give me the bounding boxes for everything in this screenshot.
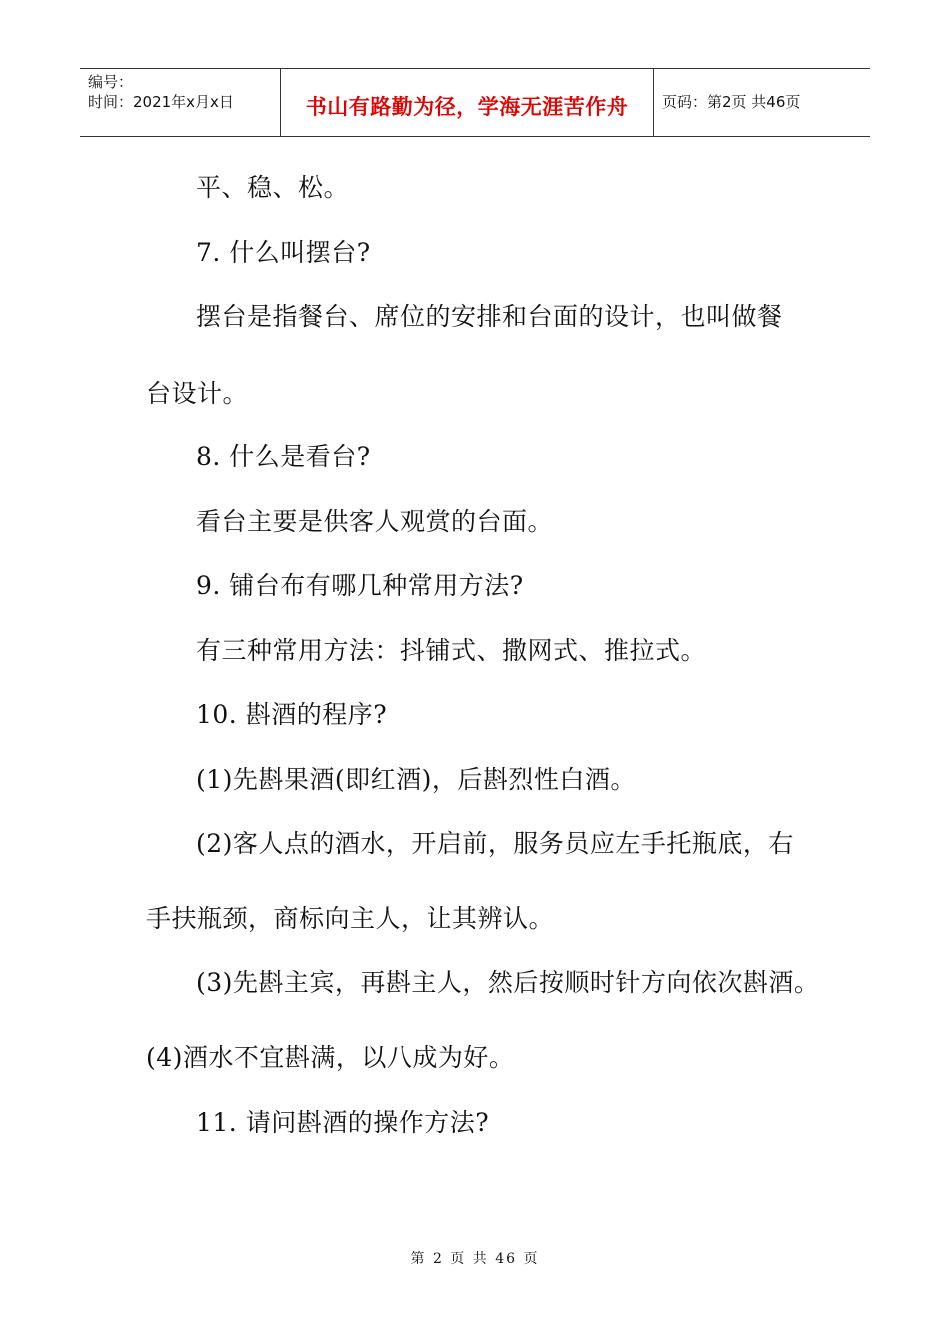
question-heading: 10. 斟酒的程序?	[196, 700, 388, 729]
page-footer: 第 2 页 共 46 页	[410, 1251, 540, 1267]
header-motto: 书山有路勤为径，学海无涯苦作舟	[305, 95, 629, 119]
text-line: 台设计。	[146, 379, 249, 408]
text-line: 看台主要是供客人观赏的台面。	[196, 507, 554, 536]
time-label: 时间：2021年x月x日	[88, 93, 234, 111]
text-line: (2)客人点的酒水，开启前，服务员应左手托瓶底，右	[196, 829, 794, 858]
text-line: 平、稳、松。	[196, 173, 350, 202]
text-line: (1)先斟果酒(即红酒)，后斟烈性白酒。	[196, 765, 636, 794]
text-line: (3)先斟主宾，再斟主人，然后按顺时针方向依次斟酒。	[196, 968, 820, 997]
header-meta	[80, 69, 280, 136]
document-header	[80, 68, 870, 137]
header-motto-cell	[280, 69, 654, 136]
header-page-info: 页码：第2页 共46页	[662, 93, 801, 111]
text-line: 手扶瓶颈，商标向主人，让其辨认。	[146, 904, 555, 933]
text-line: 摆台是指餐台、席位的安排和台面的设计，也叫做餐	[196, 302, 783, 331]
question-heading: 9. 铺台布有哪几种常用方法?	[196, 571, 524, 600]
question-heading: 7. 什么叫摆台?	[196, 238, 371, 267]
question-heading: 11. 请问斟酒的操作方法?	[196, 1108, 490, 1137]
text-line: (4)酒水不宜斟满，以八成为好。	[146, 1043, 515, 1072]
text-line: 有三种常用方法：抖铺式、撒网式、推拉式。	[196, 636, 707, 665]
number-label: 编号：	[88, 73, 134, 91]
question-heading: 8. 什么是看台?	[196, 442, 371, 471]
